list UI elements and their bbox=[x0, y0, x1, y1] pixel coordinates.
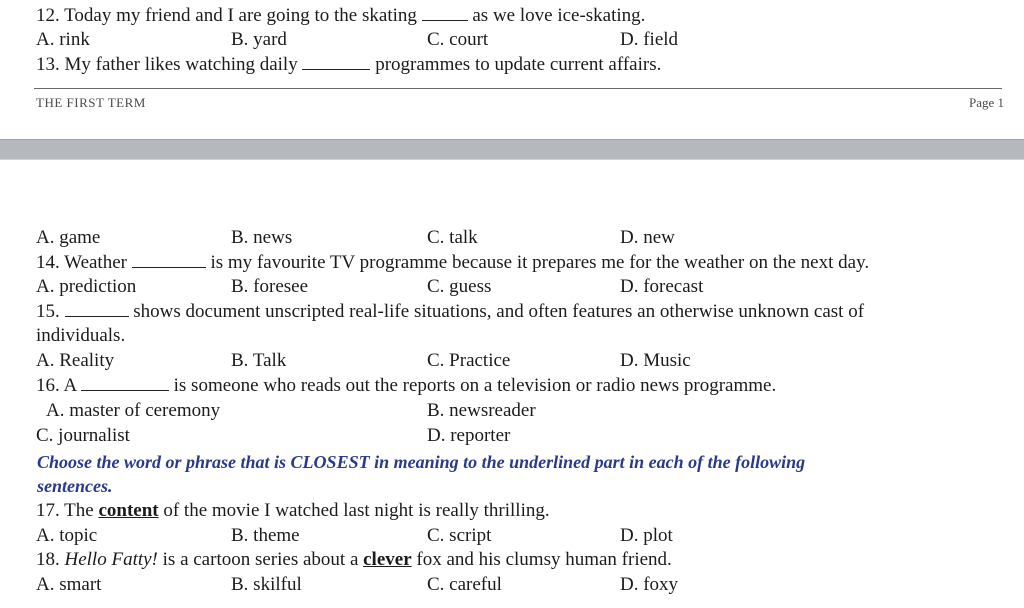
option-b: B. Talk bbox=[231, 350, 287, 371]
option-d: D. foxy bbox=[620, 574, 679, 595]
question-18-stem bbox=[36, 548, 672, 572]
option-d: D. Music bbox=[620, 350, 691, 371]
question-15-text-b: shows document unscripted real-life situations, and often features an otherwise unknown cast of bbox=[133, 301, 865, 322]
option-c: C. Practice bbox=[427, 350, 511, 371]
option-a: A. rink bbox=[36, 29, 90, 50]
question-15-stem bbox=[36, 300, 864, 324]
answer-blank bbox=[302, 53, 370, 70]
section-instruction-continuation: sentences. bbox=[37, 476, 113, 496]
question-16-stem bbox=[36, 374, 776, 398]
question-13-text-a: 13. My father likes watching daily bbox=[36, 54, 298, 75]
page-break-gap bbox=[0, 139, 1024, 160]
question-17-stem bbox=[36, 499, 550, 523]
footer-page-number: Page 1 bbox=[968, 95, 1004, 110]
option-d: D. reporter bbox=[427, 425, 511, 446]
option-c: C. court bbox=[427, 29, 489, 50]
question-17-text-b: of the movie I watched last night is really thrilling. bbox=[163, 500, 550, 521]
question-15-continuation: individuals. bbox=[36, 325, 126, 346]
option-a: A. Reality bbox=[36, 350, 115, 371]
question-12-text-b: as we love ice-skating. bbox=[472, 5, 646, 26]
question-14-text-a: 14. Weather bbox=[36, 252, 127, 273]
question-13-stem bbox=[36, 53, 661, 77]
question-16-text-b: is someone who reads out the reports on a television or radio news programme. bbox=[173, 375, 777, 396]
question-14-text-b: is my favourite TV programme because it prepares me for the weather on the next day. bbox=[210, 252, 870, 273]
underlined-word: content bbox=[98, 500, 159, 521]
option-c: C. script bbox=[427, 525, 492, 546]
section-instruction: Choose the word or phrase that is CLOSEST in meaning to the underlined part in each of the following bbox=[37, 452, 806, 472]
option-b: B. foresee bbox=[231, 276, 309, 297]
question-14-stem bbox=[36, 251, 869, 275]
question-12-stem bbox=[36, 4, 645, 28]
option-c: C. talk bbox=[427, 227, 478, 248]
option-b: B. news bbox=[231, 227, 293, 248]
option-d: D. forecast bbox=[620, 276, 704, 297]
option-a: A. smart bbox=[36, 574, 102, 595]
option-d: D. plot bbox=[620, 525, 673, 546]
underlined-word: clever bbox=[363, 549, 412, 570]
answer-blank bbox=[81, 374, 169, 391]
option-b: B. skilful bbox=[231, 574, 302, 595]
option-c: C. journalist bbox=[36, 425, 130, 446]
option-d: D. new bbox=[620, 227, 675, 248]
footer-term: THE FIRST TERM bbox=[36, 95, 146, 110]
question-16-text-a: 16. A bbox=[36, 375, 77, 396]
option-d: D. field bbox=[620, 29, 679, 50]
option-a: A. game bbox=[36, 227, 101, 248]
answer-blank bbox=[422, 4, 468, 21]
option-b: B. newsreader bbox=[427, 400, 536, 421]
footer-divider bbox=[34, 88, 1002, 89]
option-b: B. yard bbox=[231, 29, 287, 50]
answer-blank bbox=[65, 300, 129, 317]
answer-blank bbox=[132, 251, 206, 268]
option-c: C. guess bbox=[427, 276, 492, 297]
option-a: A. master of ceremony bbox=[46, 400, 221, 421]
question-15-text-a: 15. bbox=[36, 301, 60, 322]
option-a: A. prediction bbox=[36, 276, 137, 297]
question-18-text-b: is a cartoon series about a bbox=[162, 549, 359, 570]
series-title: Hello Fatty! bbox=[64, 549, 158, 570]
option-a: A. topic bbox=[36, 525, 98, 546]
question-18-text-a: 18. bbox=[36, 549, 60, 570]
option-c: C. careful bbox=[427, 574, 502, 595]
question-17-text-a: 17. The bbox=[36, 500, 94, 521]
question-13-text-b: programmes to update current affairs. bbox=[375, 54, 662, 75]
question-12-text-a: 12. Today my friend and I are going to the skating bbox=[36, 5, 417, 26]
option-b: B. theme bbox=[231, 525, 300, 546]
question-18-text-c: fox and his clumsy human friend. bbox=[416, 549, 672, 570]
